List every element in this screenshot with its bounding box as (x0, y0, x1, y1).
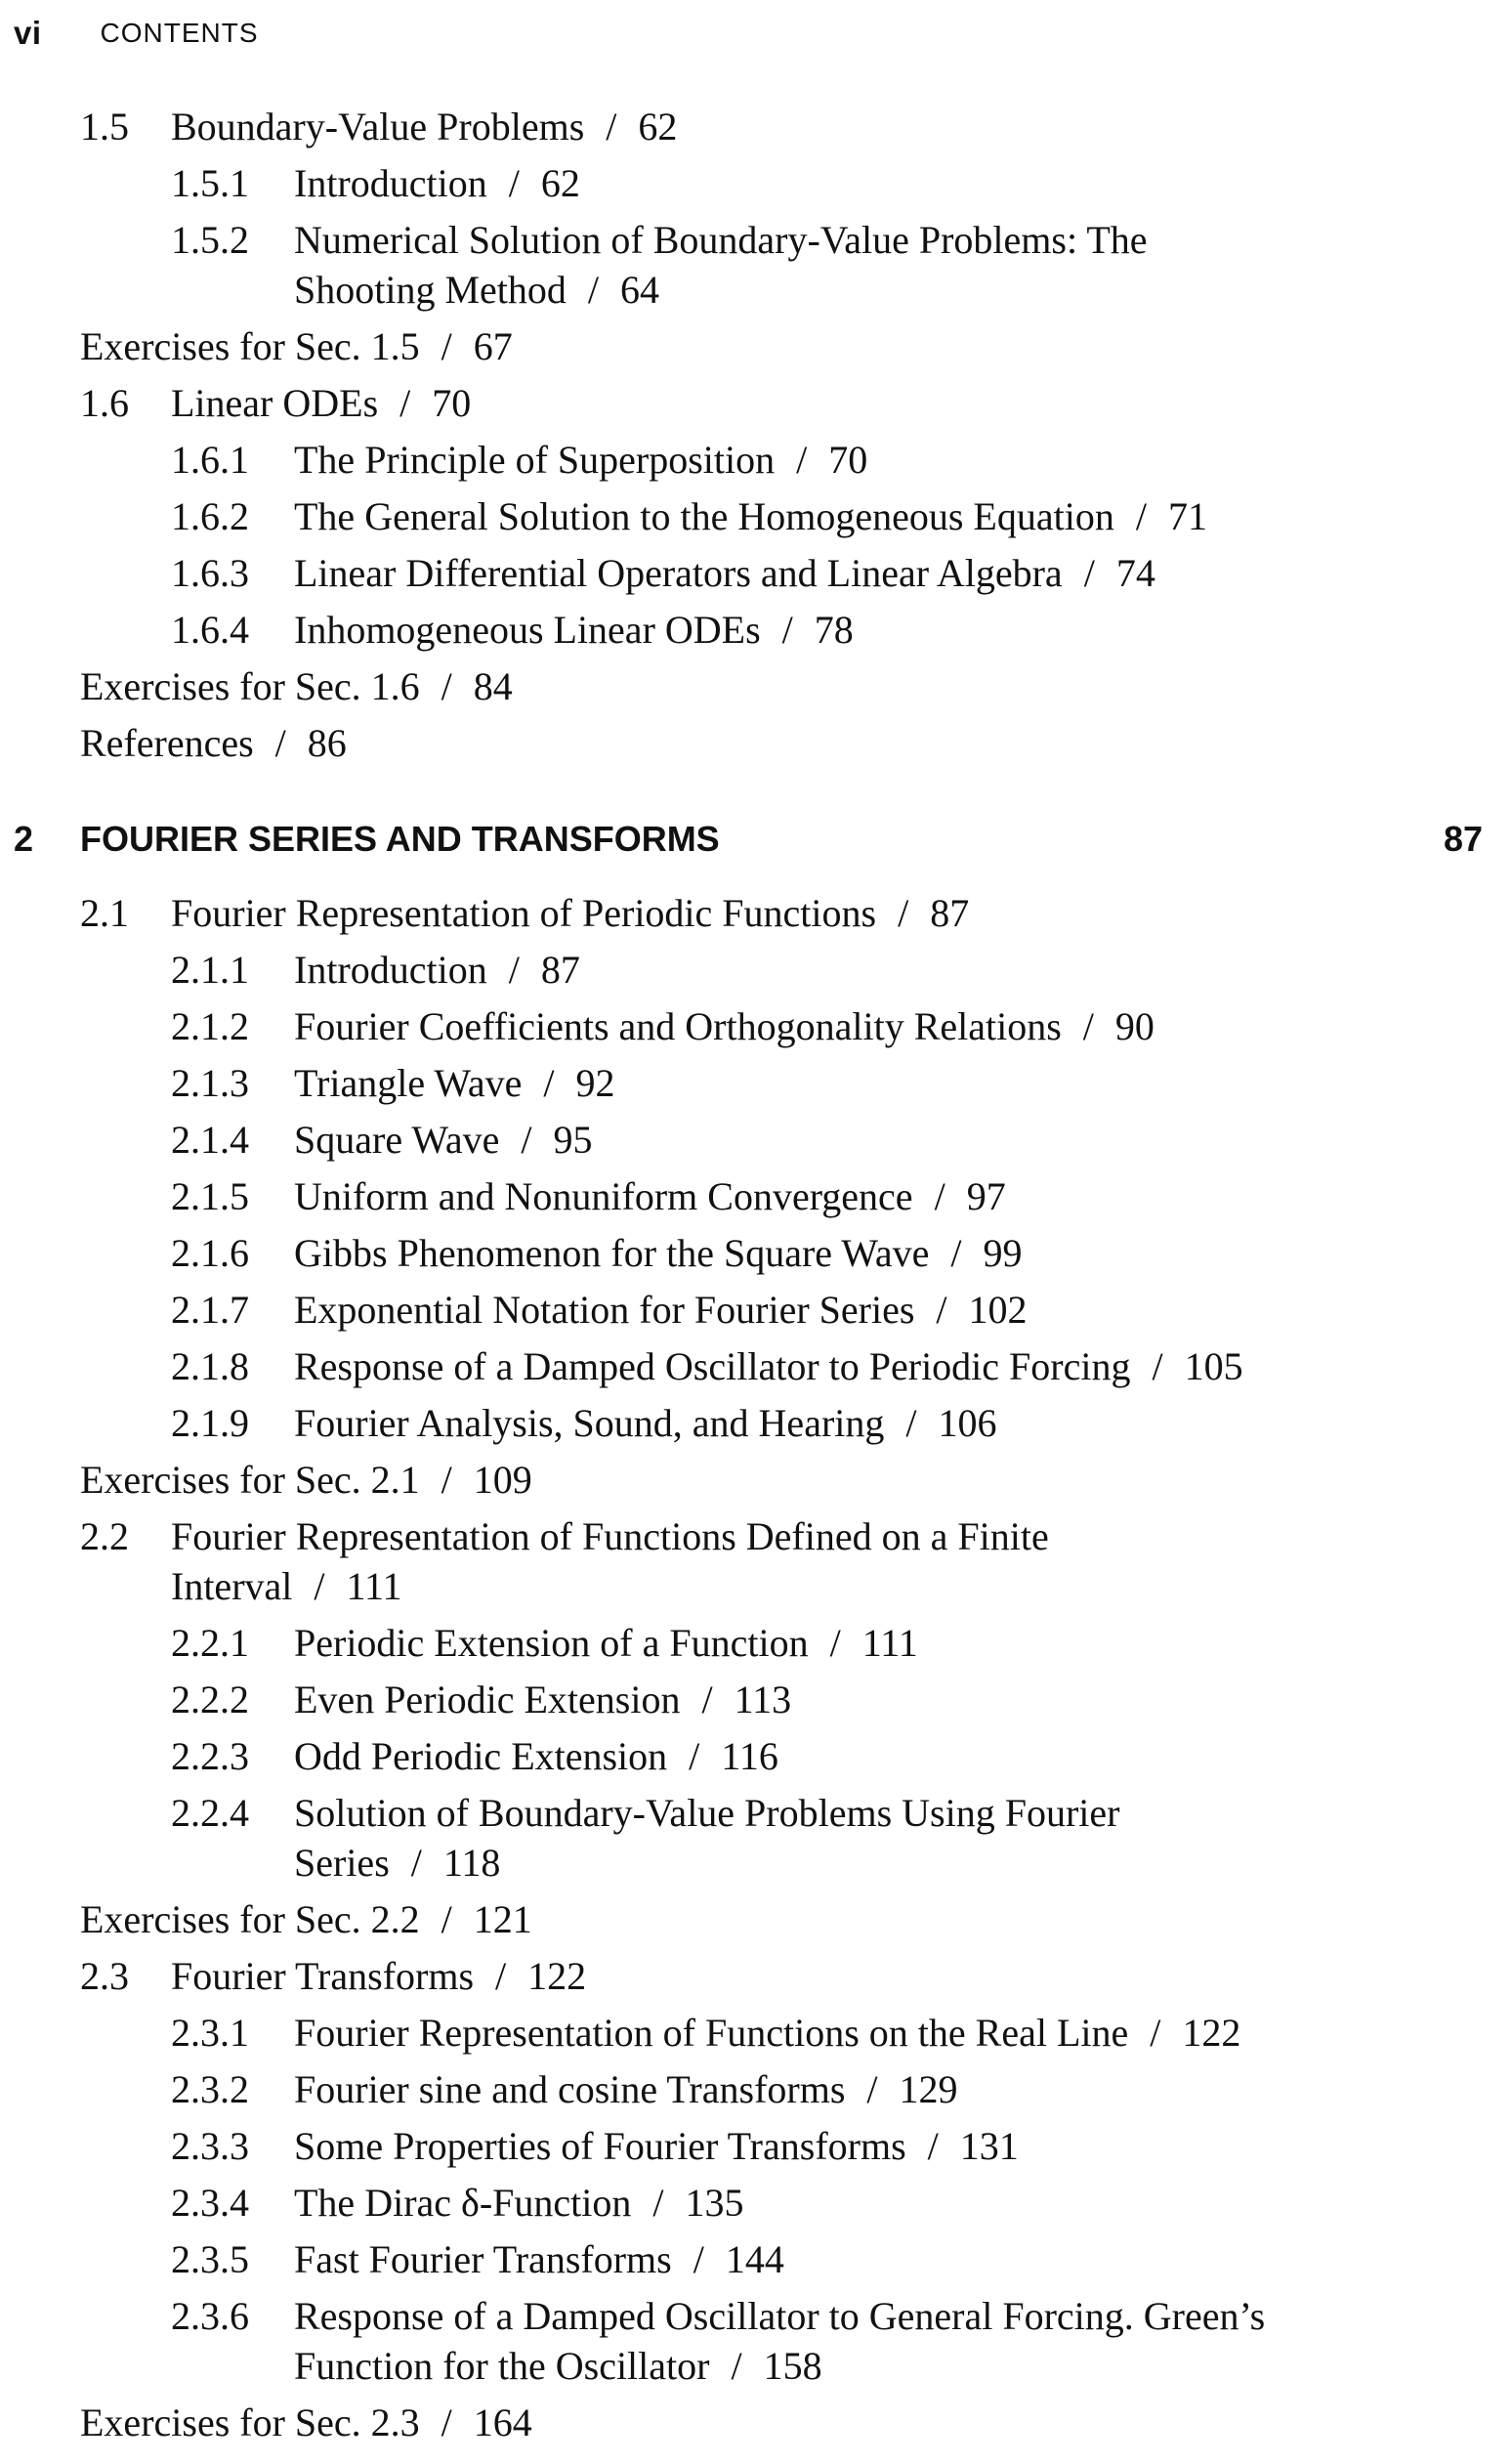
page-ref: 62 (540, 161, 580, 205)
section-number: 2.1.5 (171, 1174, 249, 1218)
section-number: 2.2.3 (171, 1734, 249, 1778)
toc-entry-2-2-4 (171, 1789, 1120, 1838)
section-title: Uniform and Nonuniform Convergence (294, 1174, 913, 1218)
toc-entry-2-2-1: 2.2.1 Periodic Extension of a Function / 111 (171, 1619, 918, 1668)
toc-entry-2-3-6-cont: Function for the Oscillator / 158 (171, 2342, 822, 2391)
toc-entry-2-2-cont: Interval / 111 (80, 1562, 402, 1611)
section-number: 2.2 (80, 1514, 129, 1558)
page-ref: 158 (763, 2344, 822, 2388)
section-number: 1.5 (80, 105, 129, 149)
exercises-title: Exercises for Sec. 1.5 (80, 324, 420, 368)
page-ref: 64 (620, 268, 660, 312)
section-number: 2.1.1 (171, 948, 249, 992)
section-title: Even Periodic Extension (294, 1678, 681, 1721)
references-title: References (80, 721, 254, 765)
section-number: 2.3.2 (171, 2067, 249, 2111)
page-header (14, 14, 259, 53)
section-title: Response of a Damped Oscillator to Periodic Forcing (294, 1344, 1131, 1388)
section-number: 2.3.4 (171, 2181, 249, 2225)
section-number: 2.3.5 (171, 2237, 249, 2281)
page-ref: 78 (814, 608, 854, 652)
toc-entry-2-3-5: 2.3.5 Fast Fourier Transforms / 144 (171, 2235, 784, 2284)
page-ref: 95 (553, 1118, 593, 1162)
section-number: 2.2.2 (171, 1678, 249, 1721)
section-title: Fourier Representation of Functions Defined on a Finite (171, 1514, 1049, 1558)
section-title: Linear Differential Operators and Linear Algebra (294, 551, 1063, 595)
section-number: 2.3.6 (171, 2294, 249, 2338)
section-number: 2.2.4 (171, 1791, 249, 1835)
page-ref: 92 (575, 1061, 615, 1105)
section-title: The Dirac δ-Function (294, 2181, 632, 2225)
page-ref: 74 (1115, 551, 1155, 595)
page-ref: 97 (966, 1174, 1006, 1218)
section-number: 2.1.9 (171, 1401, 249, 1445)
toc-entry-1-6-2: 1.6.2 The General Solution to the Homogeneous Equation / 71 (171, 492, 1207, 541)
section-title: Inhomogeneous Linear ODEs (294, 608, 761, 652)
page-ref: 116 (721, 1734, 778, 1778)
toc-entry-2-3-2: 2.3.2 Fourier sine and cosine Transforms / 129 (171, 2065, 958, 2114)
toc-references: References / 86 (80, 721, 347, 765)
page-ref: 70 (828, 438, 868, 482)
page-ref: 111 (346, 1564, 402, 1608)
page-ref: 129 (899, 2067, 958, 2111)
section-title: Triangle Wave (294, 1061, 523, 1105)
page-ref: 135 (685, 2181, 744, 2225)
toc-entry-2-3-1: 2.3.1 Fourier Representation of Functions on the Real Line / 122 (171, 2009, 1240, 2058)
section-number: 2.1 (80, 891, 129, 935)
page-ref: 62 (638, 105, 678, 149)
toc-chapter-2 (14, 815, 1483, 864)
toc-entry-1-6-1: 1.6.1 The Principle of Superposition / 70 (171, 436, 867, 485)
toc-entry-2-1-1: 2.1.1 Introduction / 87 (171, 946, 580, 995)
section-title: Solution of Boundary-Value Problems Using Fourier (294, 1791, 1120, 1835)
section-title: Fourier Coefficients and Orthogonality Relations (294, 1004, 1062, 1048)
toc-exercises-2-2: Exercises for Sec. 2.2 / 121 (80, 1897, 532, 1941)
page-ref: 111 (861, 1621, 918, 1665)
section-title: Response of a Damped Oscillator to General Forcing. Green’s (294, 2294, 1266, 2338)
chapter-page: 87 (1443, 819, 1483, 859)
section-title: Odd Periodic Extension (294, 1734, 668, 1778)
section-title: Square Wave (294, 1118, 500, 1162)
section-title: Introduction (294, 161, 487, 205)
toc-entry-2-1-7: 2.1.7 Exponential Notation for Fourier Series / 102 (171, 1286, 1028, 1335)
section-title-cont: Series (294, 1841, 390, 1885)
toc-entry-2-1-5: 2.1.5 Uniform and Nonuniform Convergence / 97 (171, 1172, 1006, 1221)
section-number: 1.6.1 (171, 438, 249, 482)
page-ref: 109 (473, 1458, 532, 1502)
section-title: Fourier Transforms (171, 1954, 475, 1998)
page-ref: 90 (1114, 1004, 1155, 1048)
section-number: 1.5.2 (171, 218, 249, 262)
section-title: Fourier Representation of Functions on the Real Line (294, 2011, 1129, 2055)
toc-exercises-1-6: Exercises for Sec. 1.6 / 84 (80, 664, 513, 708)
section-number: 2.1.2 (171, 1004, 249, 1048)
section-number: 2.3 (80, 1954, 129, 1998)
section-number: 1.6.2 (171, 494, 249, 538)
section-title-cont: Interval (171, 1564, 293, 1608)
toc-entry-2-1-9: 2.1.9 Fourier Analysis, Sound, and Hearing / 106 (171, 1399, 997, 1448)
toc-entry-2-2-2: 2.2.2 Even Periodic Extension / 113 (171, 1676, 791, 1724)
page-ref: 113 (734, 1678, 792, 1721)
chapter-number: 2 (14, 819, 34, 859)
toc-entry-2-1: 2.1 Fourier Representation of Periodic Functions / 87 (80, 889, 969, 938)
toc-entry-1-5: 1.5 Boundary-Value Problems / 62 (80, 103, 677, 151)
exercises-title: Exercises for Sec. 2.3 (80, 2400, 420, 2444)
section-title: Fourier Analysis, Sound, and Hearing (294, 1401, 885, 1445)
exercises-title: Exercises for Sec. 1.6 (80, 664, 420, 708)
page-ref: 87 (930, 891, 970, 935)
section-title: Periodic Extension of a Function (294, 1621, 809, 1665)
section-title: Gibbs Phenomenon for the Square Wave (294, 1231, 930, 1275)
section-title-cont: Function for the Oscillator (294, 2344, 710, 2388)
toc-entry-2-1-2: 2.1.2 Fourier Coefficients and Orthogonality Relations / 90 (171, 1002, 1155, 1051)
toc-entry-2-2 (80, 1512, 1049, 1561)
section-title: Fast Fourier Transforms (294, 2237, 672, 2281)
section-number: 1.6 (80, 381, 129, 425)
section-number: 2.2.1 (171, 1621, 249, 1665)
exercises-title: Exercises for Sec. 2.2 (80, 1897, 420, 1941)
section-title-cont: Shooting Method (294, 268, 567, 312)
toc-entry-2-1-3: 2.1.3 Triangle Wave / 92 (171, 1059, 615, 1108)
section-title: The General Solution to the Homogeneous Equation (294, 494, 1114, 538)
toc-exercises-2-1: Exercises for Sec. 2.1 / 109 (80, 1458, 532, 1502)
toc-entry-1-5-2 (171, 216, 1148, 265)
page-ref: 118 (442, 1841, 501, 1885)
page-ref: 70 (432, 381, 472, 425)
section-title: Fourier Representation of Periodic Functions (171, 891, 877, 935)
toc-exercises-2-3: Exercises for Sec. 2.3 / 164 (80, 2400, 532, 2444)
page-ref: 122 (527, 1954, 587, 1998)
toc-entry-1-6-3: 1.6.3 Linear Differential Operators and Linear Algebra / 74 (171, 549, 1155, 598)
page-ref: 87 (540, 948, 580, 992)
page-ref: 71 (1167, 494, 1207, 538)
page-ref: 102 (968, 1288, 1028, 1332)
section-number: 2.1.8 (171, 1344, 249, 1388)
section-title: Fourier sine and cosine Transforms (294, 2067, 846, 2111)
section-title: Some Properties of Fourier Transforms (294, 2124, 906, 2168)
toc-entry-1-5-1: 1.5.1 Introduction / 62 (171, 159, 580, 208)
section-number: 2.3.1 (171, 2011, 249, 2055)
running-head: CONTENTS (100, 18, 259, 48)
page-ref: 122 (1182, 2011, 1241, 2055)
toc-entry-2-2-3: 2.2.3 Odd Periodic Extension / 116 (171, 1732, 778, 1781)
toc-entry-2-3: 2.3 Fourier Transforms / 122 (80, 1952, 586, 2001)
section-title: Linear ODEs (171, 381, 379, 425)
page-ref: 99 (983, 1231, 1023, 1275)
toc-exercises-1-5: Exercises for Sec. 1.5 / 67 (80, 324, 513, 368)
toc-entry-2-2-4-cont: Series / 118 (171, 1839, 500, 1888)
section-number: 1.5.1 (171, 161, 249, 205)
section-number: 2.1.7 (171, 1288, 249, 1332)
section-number: 2.1.3 (171, 1061, 249, 1105)
section-title: Introduction (294, 948, 487, 992)
section-number: 2.1.6 (171, 1231, 249, 1275)
toc-entry-1-6-4: 1.6.4 Inhomogeneous Linear ODEs / 78 (171, 606, 854, 655)
section-title: Boundary-Value Problems (171, 105, 585, 149)
page-ref: 121 (473, 1897, 532, 1941)
chapter-title: FOURIER SERIES AND TRANSFORMS (80, 819, 720, 859)
toc-entry-2-1-4: 2.1.4 Square Wave / 95 (171, 1116, 593, 1165)
page-number: vi (14, 15, 42, 51)
section-number: 2.3.3 (171, 2124, 249, 2168)
section-title: Numerical Solution of Boundary-Value Problems: The (294, 218, 1148, 262)
toc-entry-2-1-6: 2.1.6 Gibbs Phenomenon for the Square Wave / 99 (171, 1229, 1022, 1278)
page-ref: 67 (473, 324, 513, 368)
toc-entry-2-3-4: 2.3.4 The Dirac δ-Function / 135 (171, 2179, 744, 2228)
page-ref: 164 (473, 2400, 532, 2444)
section-number: 1.6.3 (171, 551, 249, 595)
page-ref: 144 (725, 2237, 784, 2281)
toc-entry-2-1-8: 2.1.8 Response of a Damped Oscillator to Periodic Forcing / 105 (171, 1342, 1243, 1391)
page-ref: 131 (959, 2124, 1019, 2168)
section-title: Exponential Notation for Fourier Series (294, 1288, 915, 1332)
exercises-title: Exercises for Sec. 2.1 (80, 1458, 420, 1502)
page-ref: 84 (473, 664, 513, 708)
section-number: 1.6.4 (171, 608, 249, 652)
toc-entry-2-3-6 (171, 2292, 1265, 2341)
toc-entry-1-5-2-cont: Shooting Method / 64 (171, 266, 659, 315)
toc-entry-2-3-3: 2.3.3 Some Properties of Fourier Transforms / 131 (171, 2122, 1019, 2171)
page-ref: 106 (938, 1401, 997, 1445)
page-ref: 86 (307, 721, 347, 765)
page-ref: 105 (1184, 1344, 1243, 1388)
section-title: The Principle of Superposition (294, 438, 776, 482)
section-number: 2.1.4 (171, 1118, 249, 1162)
toc-entry-1-6: 1.6 Linear ODEs / 70 (80, 379, 471, 428)
